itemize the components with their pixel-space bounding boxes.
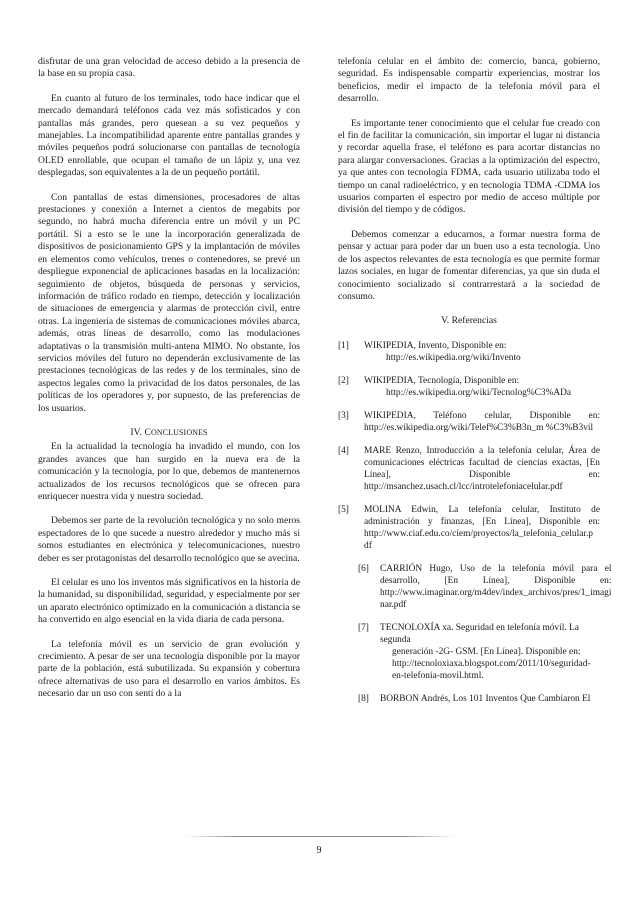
reference-text: WIKIPEDIA, Invento, Disponible en: bbox=[364, 340, 507, 351]
footer-rule bbox=[185, 836, 455, 837]
heading-prefix: IV. C bbox=[130, 426, 151, 438]
reference-text: BORBON Andrés, Los 101 Inventos Que Cambiaron El bbox=[380, 693, 591, 704]
reference-text: WIKIPEDIA, Tecnología, Disponible en: bbox=[364, 375, 520, 386]
page-number: 9 bbox=[316, 845, 322, 856]
reference-number: [3] bbox=[338, 410, 349, 421]
reference-item bbox=[338, 504, 600, 552]
left-column bbox=[38, 56, 300, 713]
paragraph: En la actualidad la tecnología ha invadido el mundo, con los grandes avances que han surgido en la nueva era de la comunicación y la tecnología, por lo que, debemos de mantenernos actualizados de los recursos tecnológicos que se ofrecen para enriquecer nuestra vida y nuestra sociedad. bbox=[38, 441, 300, 502]
reference-number: [7] bbox=[358, 622, 369, 633]
reference-number: [4] bbox=[338, 445, 349, 456]
reference-item bbox=[338, 340, 600, 364]
references-heading: V. Referencias bbox=[441, 315, 497, 327]
paragraph: telefonía celular en el ámbito de: comercio, banca, gobierno, seguridad. Es indispensable compartir experiencias, mostrar los beneficios, medir el impacto de la telefonía móvil para el desarrollo. bbox=[338, 56, 600, 105]
reference-text: WIKIPEDIA, Teléfono celular, Disponible en: http://es.wikipedia.org/wiki/Telef%C3%B3n_m %C3%B3vil bbox=[364, 410, 600, 433]
reference-number: [5] bbox=[338, 504, 349, 515]
reference-item bbox=[338, 563, 612, 611]
paragraph: La telefonía móvil es un servicio de gran evolución y crecimiento. A pesar de ser una tecnología disponible por la mayor parte de la población, está subutilizada. Su expansión y cobertura ofrece alternativas de uso para el desarrollo en varios ámbitos. Es necesario dar un uso con sentí do a la bbox=[38, 638, 300, 700]
reference-text: CARRIÓN Hugo, Uso de la telefonía móvil para el desarrollo, [En Línea], Disponible en: http://www.imaginar.org/m4dev/index_archivos/pres/1_imagi nar.pdf bbox=[380, 563, 612, 610]
reference-text: MARE Renzo, Introducción a la telefonía celular, Área de comunicaciones eléctricas facultad de ciencias exactas, [En Línea], Disponible en: http://msanchez.usach.cl/lcc/introtelefoniacelular.pdf bbox=[364, 445, 600, 492]
reference-url[interactable]: http://es.wikipedia.org/wiki/Tecnolog%C3%ADa bbox=[386, 387, 572, 398]
reference-number: [8] bbox=[358, 693, 369, 704]
reference-continuation: generación -2G- GSM. [En Línea]. Disponible en: http://tecnoloxiaxa.blogspot.com/2011/10/seguridad-en-telefonia-movil.html. bbox=[392, 646, 591, 681]
right-column bbox=[338, 56, 612, 716]
paragraph: Es importante tener conocimiento que el celular fue creado con el fin de facilitar la comunicación, sin importar el lugar ni distancia y recordar aquella frase, el teléfono es para acortar distancias no para alargar conversaciones. Gracias a la optimización del espectro, ya que antes con tecnología FDMA, cada usuario utilizaba todo el tiempo un canal radioeléctrico, y en tecnología TDMA -CDMA los usuarios comparten el espectro por medio de acceso múltiple por división del tiempo y de códigos. bbox=[338, 117, 600, 216]
reference-item bbox=[338, 410, 600, 434]
paragraph: Debemos ser parte de la revolución tecnológica y no solo meros espectadores de lo que sucede a nuestro alrededor y mucho más si somos estudiantes en electrónica y telecomunicaciones, nuestro deber es ser protagonistas del desarrollo tecnológico que se avecina. bbox=[38, 515, 300, 564]
reference-number: [6] bbox=[358, 563, 369, 574]
reference-number: [2] bbox=[338, 375, 349, 386]
reference-text: TECNOLOXÍA xa. Seguridad en telefonía móvil. La segunda bbox=[380, 622, 579, 645]
paragraph: disfrutar de una gran velocidad de acceso debido a la presencia de la base en su propia casa. bbox=[38, 56, 300, 80]
reference-text: MOLINA Edwin, La telefonía celular, Instituto de administración y finanzas, [En Línea], Disponible en: http://www.ciaf.edu.co/ciem/proyectos/la_telefonia_celular.p df bbox=[364, 504, 600, 551]
paragraph: En cuanto al futuro de los terminales, todo hace indicar que el mercado demandará teléfonos cada vez más sofisticados y con pantallas más grandes, pero quesean a su vez pequeños y manejables. La incompatibilidad aparente entre pantallas grandes y móviles pequeños podrá solucionarse con pantallas de tecnología OLED enrollable, que ocupan el tamaño de un lápiz y, una vez desplegadas, son equivalentes a la de un pequeño portátil. bbox=[38, 92, 300, 179]
reference-number: [1] bbox=[338, 340, 349, 351]
heading-smallcaps: ONCLUSIONES bbox=[150, 427, 208, 437]
paragraph: El celular es uno los inventos más significativos en la historia de la humanidad, su disponibilidad, seguridad, y especialmente por ser un aparato electrónico optimizado en la comunicación a distancia se ha convertido en algo esencial en la vida diaria de cada persona. bbox=[38, 577, 300, 626]
paragraph: Debemos comenzar a educarnos, a formar nuestra forma de pensar y actuar para poder dar un buen uso a esta tecnología. Uno de los aspectos relevantes de esta tecnología es que permite formar lazos sociales, en lugar de fomentar diferencias, ya que sin duda el conocimiento socializado si contrarrestará a la sociedad de consumo. bbox=[338, 228, 600, 302]
reference-item bbox=[338, 375, 600, 399]
reference-item bbox=[338, 445, 600, 493]
reference-url[interactable]: http://es.wikipedia.org/wiki/Invento bbox=[386, 352, 521, 363]
section-heading-conclusions bbox=[38, 427, 300, 439]
reference-item bbox=[338, 622, 600, 682]
paragraph: Con pantallas de estas dimensiones, procesadores de altas prestaciones y conexión a Internet a cientos de megabits por segundo, no habrá mucha diferencia entre un móvil y un PC portátil. Si a esto se le une la incorporación generalizada de dispositivos de posicionamiento GPS y la implantación de móviles en elementos como vehículos, trenes o contenedores, se prevé un despliegue exponencial de aplicaciones basadas en la localización: seguimiento de objetos, búsqueda de personas y servicios, información de tráfico rodado en tiempo, detección y localización de situaciones de emergencia y alarmas de protección civil, entre otras. La ingeniería de sistemas de comunicaciones móviles abarca, además, otras líneas de desarrollo, como las modulaciones adaptativas o la transmisión multi-antena MIMO. No obstante, los servicios móviles del futuro no dependerán exclusivamente de las prestaciones tecnológicas de las redes y de los terminales, sino de aspectos legales como la privacidad de los datos personales, de las políticas de los operadores y, por supuesto, de las preferencias de los usuarios. bbox=[38, 191, 300, 414]
reference-item bbox=[338, 693, 600, 705]
